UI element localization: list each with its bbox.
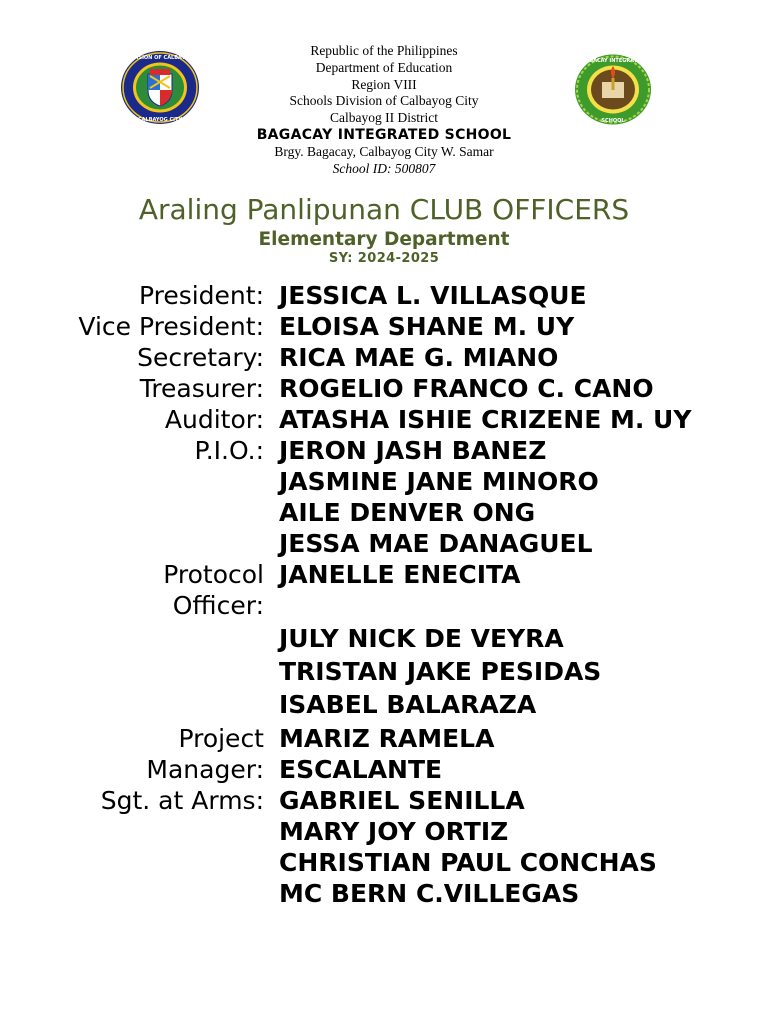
officer-names xyxy=(279,280,719,311)
svg-text:SCHOOL: SCHOOL xyxy=(601,118,625,124)
officer-row-pio xyxy=(0,435,768,559)
svg-text:CALBAYOG CITY: CALBAYOG CITY xyxy=(137,117,183,123)
school-id xyxy=(0,161,768,178)
officer-name: JASMINE JANE MINORO xyxy=(279,467,599,496)
officer-names xyxy=(279,373,719,404)
officer-name: JULY NICK DE VEYRA xyxy=(279,624,564,653)
position-label-text: Project Manager: xyxy=(146,724,264,784)
position-label: Sgt. at Arms: xyxy=(100,786,264,815)
header-line-republic: Republic of the Philippines xyxy=(310,43,458,58)
officer-name: JESSICA L. VILLASQUE xyxy=(279,281,587,310)
school-year: SY: 2024-2025 xyxy=(328,251,440,266)
officer-name: TRISTAN JAKE PESIDAS xyxy=(279,657,602,686)
officer-row-auditor xyxy=(0,404,768,435)
school-name: BAGACAY INTEGRATED SCHOOL xyxy=(256,126,512,143)
svg-text:BAGACAY INTEGRATED: BAGACAY INTEGRATED xyxy=(581,58,645,64)
officer-name: JANELLE ENECITA xyxy=(279,560,521,589)
officer-row-project-manager xyxy=(0,723,768,785)
page-title: Araling Panlipunan CLUB OFFICERS xyxy=(138,193,630,226)
officer-names xyxy=(279,559,719,720)
officer-row-vice-president xyxy=(0,311,768,342)
officer-names xyxy=(279,785,719,909)
officer-row-secretary xyxy=(0,342,768,373)
officer-names xyxy=(279,404,719,435)
header-line-division: Schools Division of Calbayog City xyxy=(289,93,479,109)
officer-row-sgt-at-arms xyxy=(0,785,768,909)
officer-name: AILE DENVER ONG xyxy=(279,498,536,527)
school-id-value: : 500807 xyxy=(387,160,436,176)
officer-name: JERON JASH BANEZ xyxy=(279,436,547,465)
officer-names xyxy=(279,311,719,342)
position-label-text: Protocol Officer: xyxy=(163,560,264,620)
position-label: Vice President: xyxy=(78,312,264,341)
officer-row-protocol-officer xyxy=(0,559,768,720)
officer-name: JESSA MAE DANAGUEL xyxy=(279,529,593,558)
letterhead xyxy=(0,43,768,177)
officer-names xyxy=(279,723,529,785)
officer-name: ISABEL BALARAZA xyxy=(279,690,537,719)
officer-name: ROGELIO FRANCO C. CANO xyxy=(279,374,654,403)
position-label: President: xyxy=(138,281,264,310)
department-subtitle: Elementary Department xyxy=(258,229,510,250)
officer-name: ELOISA SHANE M. UY xyxy=(279,312,575,341)
officer-name: MARY JOY ORTIZ xyxy=(279,817,509,846)
officer-name: MC BERN C.VILLEGAS xyxy=(279,879,580,908)
blank-line xyxy=(279,590,719,621)
officer-name: ATASHA ISHIE CRIZENE M. UY xyxy=(279,405,692,434)
officer-names xyxy=(279,435,719,559)
position-label: P.I.O.: xyxy=(194,436,264,465)
officer-row-president xyxy=(0,280,768,311)
officer-names xyxy=(279,342,719,373)
officer-row-treasurer xyxy=(0,373,768,404)
position-label: Secretary: xyxy=(137,343,264,372)
header-line-region: Region VIII xyxy=(351,76,417,92)
school-id-label: School ID xyxy=(332,160,387,176)
officer-name: CHRISTIAN PAUL CONCHAS xyxy=(279,848,657,877)
school-address: Brgy. Bagacay, Calbayog City W. Samar xyxy=(274,143,494,159)
header-line-deped: Department of Education xyxy=(315,59,453,75)
svg-text:DIVISION OF CALBAYOG: DIVISION OF CALBAYOG xyxy=(126,55,194,61)
officer-name: GABRIEL SENILLA xyxy=(279,786,525,815)
position-label xyxy=(0,723,264,785)
position-label: Treasurer: xyxy=(139,374,264,403)
position-label xyxy=(0,559,264,720)
position-label: Auditor: xyxy=(164,405,264,434)
header-line-district: Calbayog II District xyxy=(330,110,438,126)
officer-name: MARIZ RAMELA ESCALANTE xyxy=(279,724,495,784)
officers-list xyxy=(0,280,768,909)
officer-name: RICA MAE G. MIANO xyxy=(279,343,559,372)
